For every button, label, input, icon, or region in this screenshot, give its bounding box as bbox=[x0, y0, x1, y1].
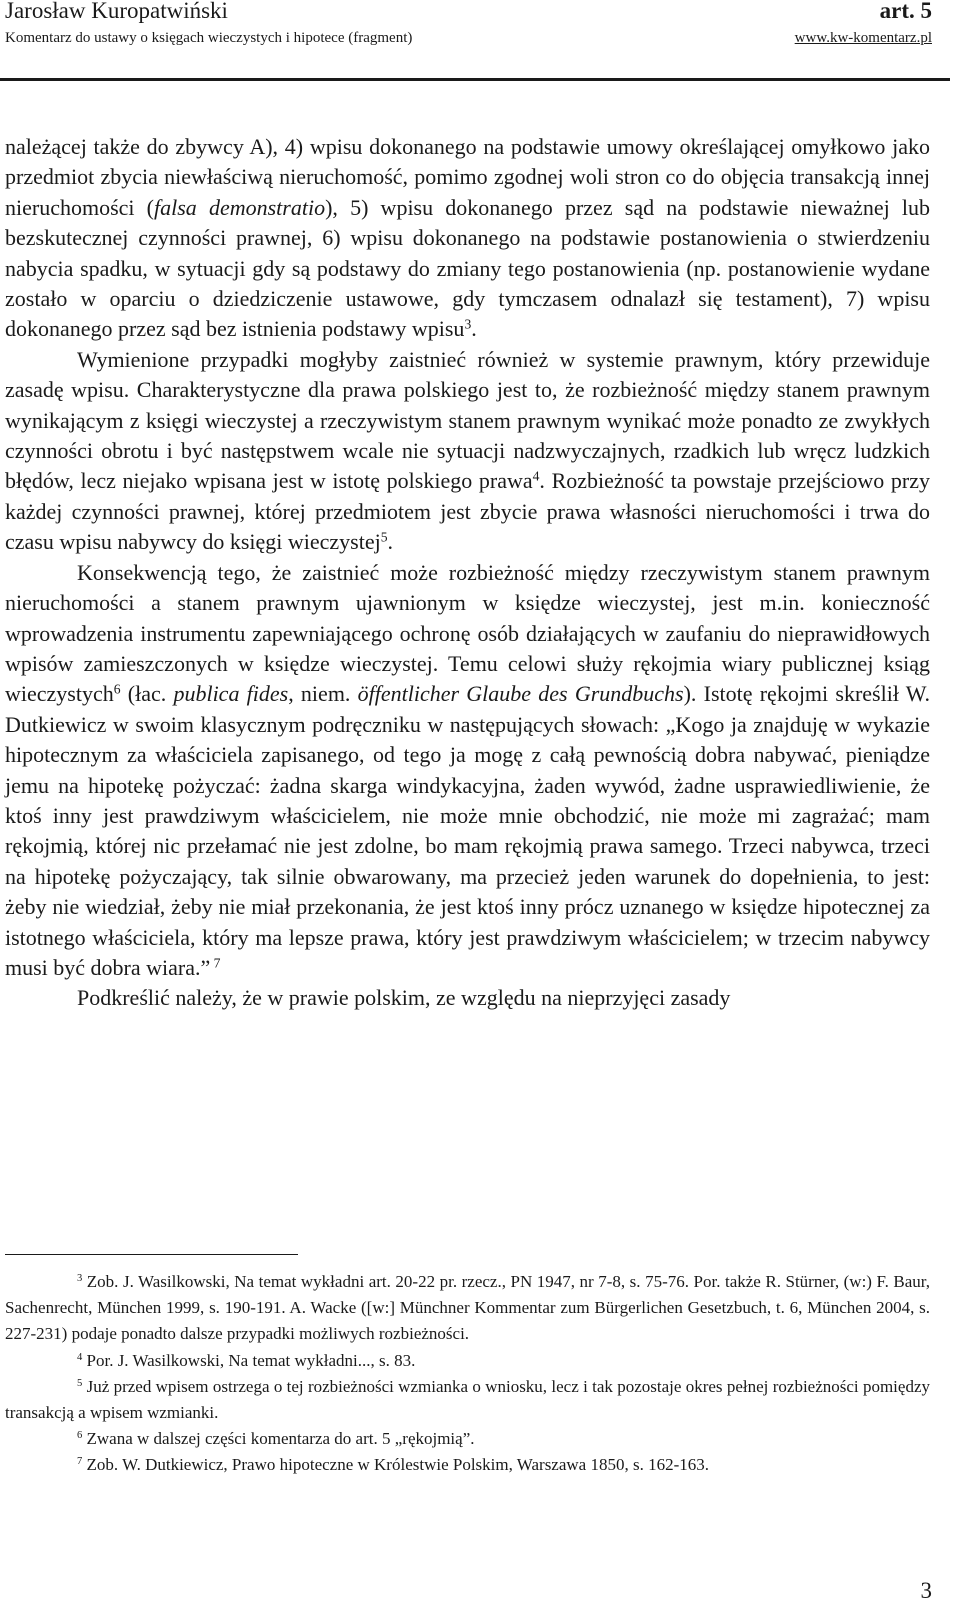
footnote-3: $^3$ Zob. J. Wasilkowski, Na temat wykładni art. 20-22 pr. rzecz., PN 1947, nr 7-8, s. 75-76. Por. także R. Stürner, (w:) F. Baur, Sachenrecht, München 1999, s. 190-191. A. Wacke ([w:] Münchner Kommentar zum Bürgerlichen Gesetzbuch, t. 6, München 2004, s. 227-231) podaje ponadto dalsze przypadki możliwych rozbieżności. bbox=[5, 1272, 930, 1344]
document-subtitle: Komentarz do ustawy o księgach wieczystych i hipotece (fragment) bbox=[5, 30, 413, 46]
paragraph-3: Konsekwencją tego, że zaistnieć może rozbieżność między rzeczywistym stanem prawnym nieruchomości a stanem prawnym ujawnionym w księdze wieczystej, jest m.in. konieczność wprowadzenia instrumentu zapewniającego ochronę osób działających w zaufaniu do nieprawidłowych wpisów zamieszczonych w księdze wieczystej. Temu celowi służy rękojmia wiary publicznej ksiąg wieczystych$^6$ (łac. publica fides, niem. öffentlicher Glaube des Grundbuchs). Istotę rękojmi skreślił W. Dutkiewicz w swoim klasycznym podręczniku w następujących słowach: „Kogo ja znajduję w wykazie hipotecznym za właściciela zapisanego, od tego ja mogę z całą pewnością dobra nabywać, pieniądze jemu na hipotekę pożyczać: żadna skarga windykacyjna, żaden wywód, żadne usprawiedliwienie, że ktoś inny jest prawdziwym właścicielem, nie może mnie obchodzić, nie może mi zagrażać; mam rękojmią, której nic przełamać nie jest zdolne, bo mam rękojmią prawa samego. Trzeci nabywca, trzeci na hipotekę pożyczający, tak silnie obwarowany, ma przecież jeden warunek do dopełnienia, to jest: żeby nie wiedział, żeby nie miał przekonania, że jest ktoś inny prócz uznanego w księdze hipotecznej za istotnego właściciela, który ma lepsze prawa, który jest prawdziwym właścicielem; w trzecim nabywcy musi być dobra wiara.” $^7$ bbox=[5, 559, 930, 980]
page-number: 3 bbox=[920, 1578, 932, 1603]
footnote-7: $^7$ Zob. W. Dutkiewicz, Prawo hipoteczne w Królestwie Polskim, Warszawa 1850, s. 162-163. bbox=[77, 1455, 709, 1475]
footnote-ref-6[interactable]: 6 bbox=[113, 681, 121, 697]
footnote-ref-7[interactable]: 7 bbox=[210, 955, 221, 971]
latin-term: publica fides bbox=[173, 681, 289, 707]
footnote-ref-4[interactable]: 4 bbox=[532, 468, 540, 484]
footnote-ref-5[interactable]: 5 bbox=[380, 529, 388, 545]
paragraph-4: Podkreślić należy, że w prawie polskim, ze względu na nieprzyjęci zasady bbox=[77, 985, 731, 1011]
footnote-divider bbox=[5, 1254, 298, 1255]
paragraph-1: należącej także do zbywcy A), 4) wpisu dokonanego na podstawie umowy określającej omyłkowo jako przedmiot zbycia niewłaściwą nieruchomość, pomimo zgodnej woli stron co do objęcia transakcją innej nieruchomości (falsa demonstratio), 5) wpisu dokonanego przez sąd na podstawie nieważnej lub bezskutecznej czynności prawnej, 6) wpisu dokonanego na podstawie postanowienia o stwierdzeniu nabycia spadku, w sytuacji gdy są podstawy do zmiany tego postanowienia (np. postanowienie wydane zostało w oparciu o dziedziczenie ustawowe, gdy tymczasem odnalazł się testament), 7) wpisu dokonanego przez sąd bez istnienia podstawy wpisu$^3$. bbox=[5, 134, 930, 342]
footnote-ref-3[interactable]: 3 bbox=[464, 316, 472, 332]
header-divider bbox=[0, 78, 950, 81]
article-label: art. 5 bbox=[879, 0, 932, 23]
german-term: öffentlicher Glaube des Grundbuchs bbox=[357, 681, 684, 707]
website-link[interactable]: www.kw-komentarz.pl bbox=[794, 30, 932, 46]
footnotes bbox=[5, 1269, 930, 1479]
paragraph-2: Wymienione przypadki mogłyby zaistnieć również w systemie prawnym, który przewiduje zasadę wpisu. Charakterystyczne dla prawa polskiego jest to, że rozbieżność między stanem prawnym wynikającym z księgi wieczystej a rzeczywistym stanem prawnym wynikać może ponadto ze zwykłych czynności obrotu i być następstwem wcale nie sytuacji nadzwyczajnych, rzadkich lub wręcz ludzkich błędów, lecz niejako wpisana jest w istotę polskiego prawa$^4$. Rozbieżność ta powstaje przejściowo przy każdej czynności prawnej, której przedmiotem jest zbycie prawa własności nieruchomości i trwa do czasu wpisu nabywcy do księgi wieczystej$^5$. bbox=[5, 346, 930, 555]
running-header bbox=[0, 0, 960, 84]
latin-term: falsa demonstratio bbox=[154, 194, 326, 220]
main-text bbox=[5, 132, 930, 1014]
author-name: Jarosław Kuropatwiński bbox=[5, 0, 228, 23]
footnote-6: $^6$ Zwana w dalszej części komentarza do art. 5 „rękojmią”. bbox=[77, 1429, 475, 1449]
footnote-4: $^4$ Por. J. Wasilkowski, Na temat wykładni..., s. 83. bbox=[77, 1350, 416, 1370]
footnote-5: $^5$ Już przed wpisem ostrzega o tej rozbieżności wzmianka o wniosku, lecz i tak pozostaje okres pełnej rozbieżności pomiędzy transakcją a wpisem wzmianki. bbox=[5, 1376, 930, 1423]
